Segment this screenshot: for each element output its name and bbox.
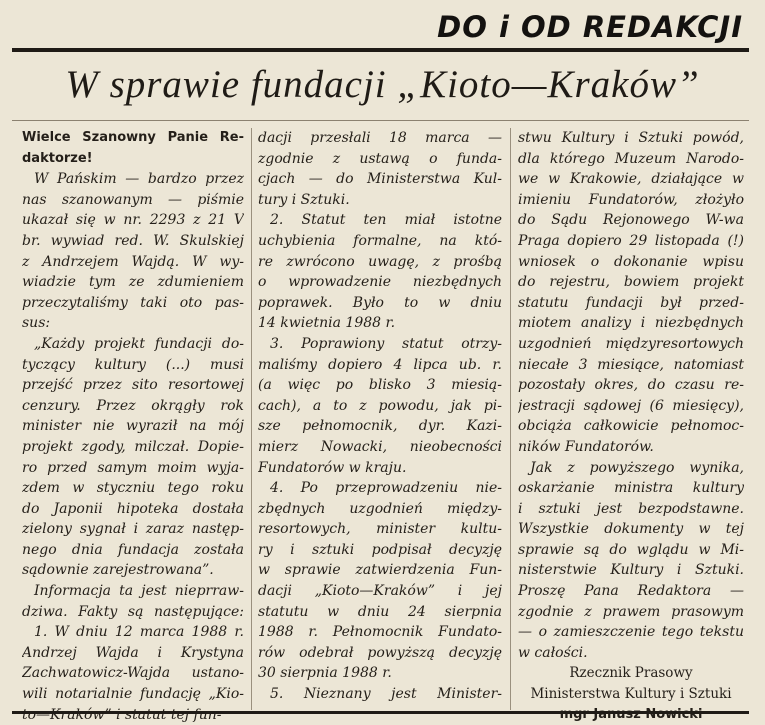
text-line: o wprowadzenie niezbędnych	[258, 274, 502, 291]
text-line: nego dnia fundacja została	[22, 541, 244, 558]
text-line: W Pańskim — bardzo przez	[34, 171, 244, 188]
text-line: minister nie wyraził na mój	[22, 418, 244, 435]
bottom-rule	[12, 711, 749, 714]
text-line: tyczący kultury (...) musi	[22, 356, 244, 373]
text-line: zgodnie z ustawą o funda-	[258, 150, 502, 167]
text-line: 4. Po przeprowadzeniu nie-	[270, 480, 502, 497]
column-3-text	[518, 128, 744, 663]
text-line: we w Krakowie, działające w	[518, 171, 744, 188]
text-line: Andrzej Wajda i Krystyna	[22, 644, 244, 661]
signature-name: mgr Janusz Nowicki	[559, 706, 703, 722]
text-line: obciąża całkowicie pełnomoc-	[518, 418, 744, 435]
text-line: sze pełnomocnik, dyr. Kazi-	[258, 418, 502, 435]
text-line: Informacja ta jest nieprraw-	[34, 583, 244, 600]
article-title: W sprawie fundacji „Kioto—Kraków”	[65, 63, 700, 106]
text-line: pozostały okres, do czasu re-	[518, 377, 744, 394]
text-line: sądownie zarejestrowana”.	[22, 562, 214, 579]
text-line: miotem analizy i niezbędnych	[518, 315, 744, 332]
text-line: dacji „Kioto—Kraków” i jej	[258, 583, 502, 600]
text-line: 30 sierpnia 1988 r.	[258, 665, 392, 682]
text-line: nisterstwie Kultury i Sztuki.	[518, 562, 744, 579]
text-line: cach), a to z powodu, jak pi-	[258, 397, 502, 414]
text-line: statutu w dniu 24 sierpnia	[258, 603, 502, 620]
text-line: do Japonii hipoteka dostała	[22, 500, 244, 517]
text-line: 1988 r. Pełnomocnik Fundato-	[258, 624, 502, 641]
column-divider	[251, 128, 252, 710]
text-line: zielony sygnał i zaraz następ-	[22, 521, 244, 538]
text-line: wiadzie tym ze zdumieniem	[22, 274, 244, 291]
text-line: dla którego Muzeum Narodo-	[518, 150, 744, 167]
text-line: do rejestru, bowiem projekt	[518, 274, 744, 291]
text-line: przejść przez sito resortowej	[22, 377, 244, 394]
text-line: nas szanowanym — piśmie	[22, 191, 244, 208]
text-line: tury i Sztuki.	[258, 191, 350, 208]
text-line: sus:	[22, 315, 51, 332]
text-line: cenzury. Przez okrągły rok	[22, 397, 244, 414]
text-line: oskarżanie ministra kultury	[518, 480, 744, 497]
text-line: jestracji sądowej (6 miesięcy),	[518, 397, 744, 414]
text-line: maliśmy dopiero 4 lipca ub. r.	[258, 356, 502, 373]
text-line: — o zamieszczenie tego tekstu	[518, 624, 744, 641]
text-line: dacji przesłali 18 marca —	[258, 130, 502, 146]
section-header: DO i OD REDAKCJI	[437, 10, 743, 44]
text-line: projekt zgody, milczał. Dopie-	[22, 438, 244, 455]
text-line: do Sądu Rejonowego W-wa	[518, 212, 744, 229]
text-line: 1. W dniu 12 marca 1988 r.	[34, 624, 244, 641]
text-line: z Andrzejem Wajdą. W wy-	[22, 253, 244, 270]
text-line: poprawek. Było to w dniu	[258, 294, 502, 311]
text-line: Fundatorów w kraju.	[258, 459, 407, 476]
text-line: przeczytaliśmy taki oto pas-	[22, 294, 244, 311]
text-line: ry i sztuki podpisał decyzję	[258, 541, 502, 558]
text-line: imieniu Fundatorów, złożyło	[518, 191, 744, 208]
text-line: 14 kwietnia 1988 r.	[258, 315, 396, 332]
text-line: Wielce Szanowny Panie Re-	[22, 130, 244, 145]
text-line: zbędnych uzgodnień między-	[258, 500, 502, 517]
text-line: cjach — do Ministerstwa Kul-	[258, 171, 502, 188]
text-line: br. wywiad red. W. Skulskiej	[22, 232, 244, 249]
text-line: rów odebrał powyższą decyzję	[258, 644, 502, 661]
text-line: ro przed samym moim wyja-	[22, 459, 244, 476]
text-line: mierz Nowacki, nieobecności	[258, 438, 502, 455]
text-line: 2. Statut ten miał istotne	[270, 212, 502, 229]
article-column-2	[258, 128, 502, 705]
text-line: Praga dopiero 29 listopada (!)	[518, 232, 744, 249]
header-rule	[12, 48, 749, 52]
text-line: w całości.	[518, 644, 588, 661]
article-column-1	[22, 128, 244, 725]
text-line: (a więc po blisko 3 miesią-	[258, 377, 502, 394]
column-divider	[510, 128, 511, 710]
text-line: statutu fundacji był przed-	[518, 294, 744, 311]
text-line: Jak z powyższego wynika,	[530, 459, 744, 476]
text-line: wili notarialnie fundację „Kio-	[22, 686, 244, 703]
text-line: 5. Nieznany jest Minister-	[270, 686, 502, 703]
signature-ministry: Ministerstwa Kultury i Sztuki	[530, 686, 732, 703]
text-line: Zachwatowicz-Wajda ustano-	[22, 665, 244, 682]
text-line: zdem w styczniu tego roku	[22, 480, 244, 497]
text-line: daktorze!	[22, 150, 93, 166]
text-line: to—Kraków” i statut tej fun-	[22, 706, 222, 723]
text-line: Wszystkie dokumenty w tej	[518, 521, 744, 538]
text-line: Proszę Pana Redaktora —	[518, 583, 744, 600]
text-line: „Każdy projekt fundacji do-	[34, 335, 244, 352]
signature-role: Rzecznik Prasowy	[569, 665, 693, 682]
text-line: i sztuki jest bezpodstawne.	[518, 500, 744, 517]
text-line: resortowych, minister kultu-	[258, 521, 502, 538]
text-line: ników Fundatorów.	[518, 438, 654, 455]
text-line: dziwa. Fakty są następujące:	[22, 603, 244, 620]
text-line: 3. Poprawiony statut otrzy-	[270, 335, 502, 352]
title-rule	[12, 120, 749, 121]
text-line: uzgodnień międzyresortowych	[518, 335, 744, 352]
article-column-3	[518, 128, 744, 725]
text-line: niecałe 3 miesiące, natomiast	[518, 356, 744, 373]
text-line: sprawie są do wglądu w Mi-	[518, 541, 744, 558]
text-line: ukazał się w nr. 2293 z 21 V	[22, 212, 244, 229]
text-line: stwu Kultury i Sztuki powód,	[518, 130, 744, 146]
text-line: re zwrócono uwagę, z prośbą	[258, 253, 502, 270]
text-line: w sprawie zatwierdzenia Fun-	[258, 562, 502, 579]
text-line: wniosek o dokonanie wpisu	[518, 253, 744, 270]
text-line: uchybienia formalne, na któ-	[258, 232, 502, 249]
text-line: zgodnie z prawem prasowym	[518, 603, 744, 620]
